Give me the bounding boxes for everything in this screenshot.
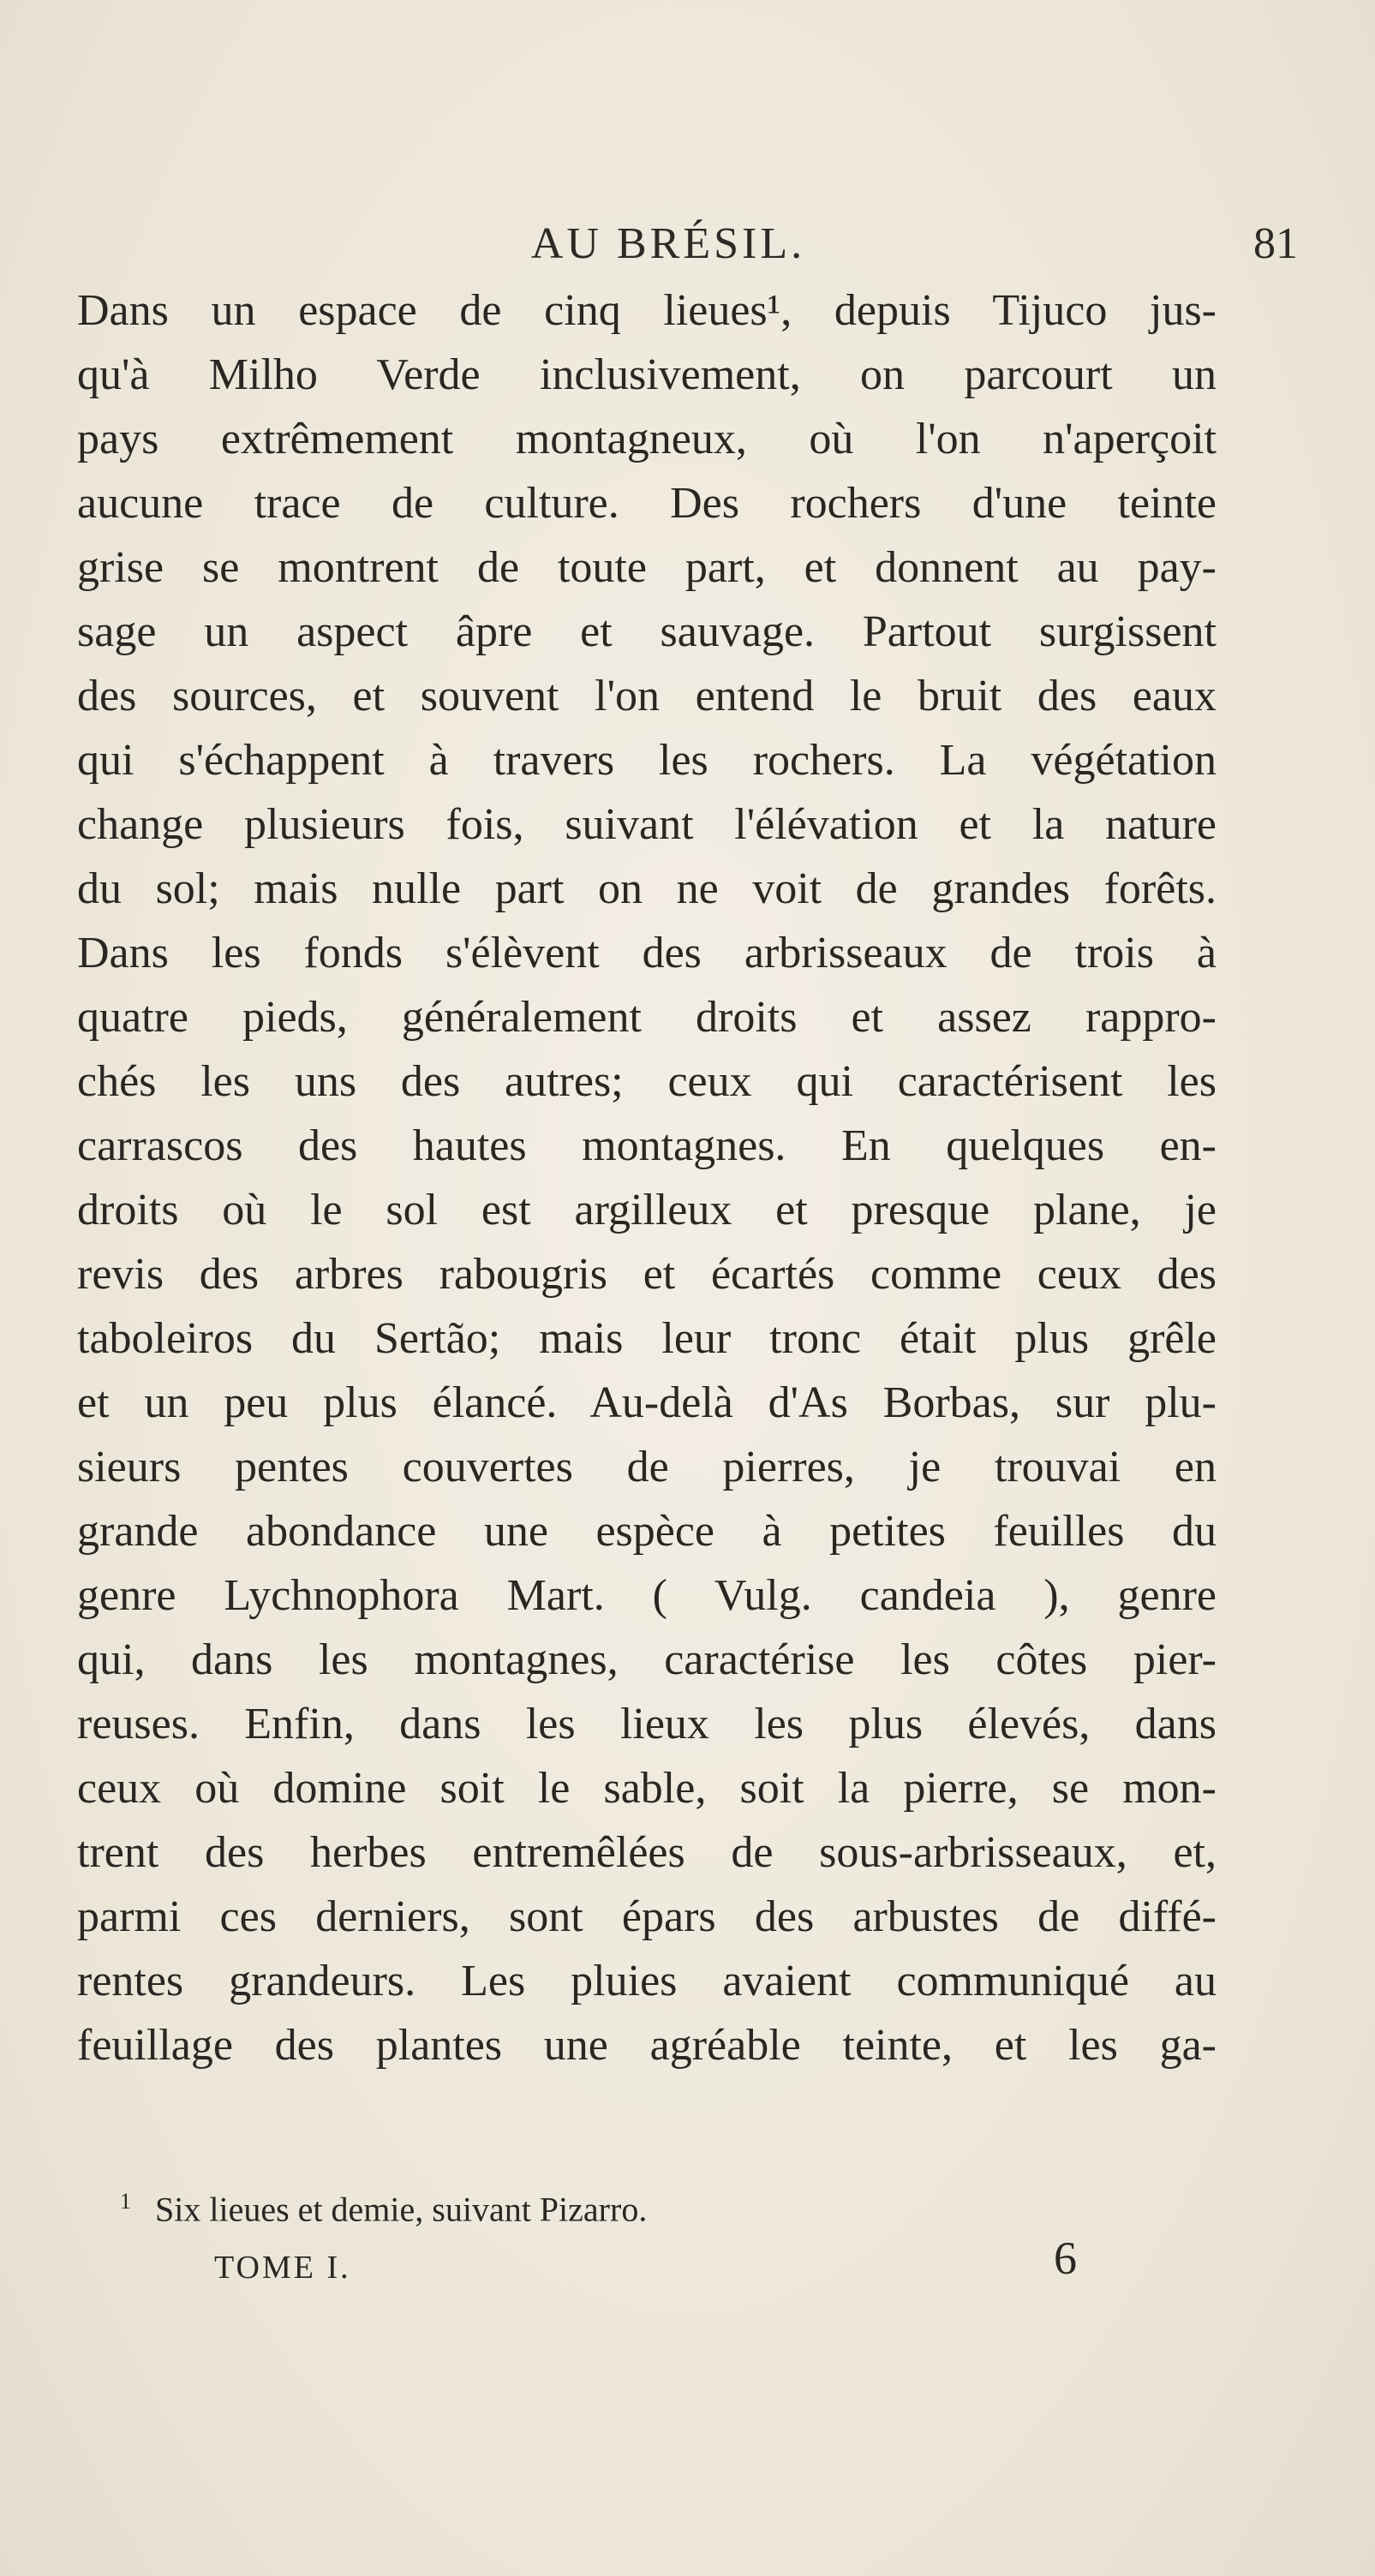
text-line: aucune trace de culture. Des rochers d'une teinte (77, 479, 1217, 528)
text-line: et un peu plus élancé. Au-delà d'As Borbas, sur plu- (77, 1378, 1217, 1427)
signature-mark: TOME I. (214, 2250, 351, 2286)
text-line: qui s'échappent à travers les rochers. La végétation (77, 736, 1217, 785)
page-number: 81 (1253, 219, 1298, 268)
text-line: pays extrêmement montagneux, où l'on n'aperçoit (77, 415, 1217, 463)
text-line: chés les uns des autres; ceux qui caractérisent les (77, 1057, 1217, 1106)
text-line: feuillage des plantes une agréable teinte, et les ga- (77, 2021, 1217, 2070)
text-line: genre Lychnophora Mart. ( Vulg. candeia ), genre (77, 1571, 1217, 1620)
text-line: taboleiros du Sertão; mais leur tronc était plus grêle (77, 1314, 1217, 1363)
text-line: rentes grandeurs. Les pluies avaient communiqué au (77, 1957, 1217, 2005)
text-line: sieurs pentes couvertes de pierres, je trouvai en (77, 1443, 1217, 1491)
text-line: droits où le sol est argilleux et presque plane, je (77, 1186, 1217, 1234)
sheet-number: 6 (1054, 2232, 1077, 2284)
text-line: sage un aspect âpre et sauvage. Partout surgissent (77, 607, 1217, 656)
footnote (120, 2189, 647, 2229)
text-line: Dans les fonds s'élèvent des arbrisseaux de trois à (77, 929, 1217, 977)
body-text (77, 278, 1217, 2077)
text-line: grise se montrent de toute part, et donnent au pay- (77, 543, 1217, 592)
text-line: quatre pieds, généralement droits et assez rappro- (77, 993, 1217, 1042)
text-line: qu'à Milho Verde inclusivement, on parcourt un (77, 350, 1217, 399)
footnote-mark: 1 (120, 2189, 131, 2214)
text-line: grande abondance une espèce à petites feuilles du (77, 1507, 1217, 1556)
text-line: carrascos des hautes montagnes. En quelques en- (77, 1121, 1217, 1170)
running-head: AU BRÉSIL. (530, 219, 806, 268)
text-line: revis des arbres rabougris et écartés comme ceux des (77, 1250, 1217, 1299)
text-line: qui, dans les montagnes, caractérise les côtes pier- (77, 1635, 1217, 1684)
page-header (77, 218, 1298, 278)
text-line: trent des herbes entremêlées de sous-arbrisseaux, et, (77, 1828, 1217, 1877)
text-line: ceux où domine soit le sable, soit la pierre, se mon- (77, 1764, 1217, 1813)
text-line: parmi ces derniers, sont épars des arbustes de diffé- (77, 1892, 1217, 1941)
text-line: du sol; mais nulle part on ne voit de grandes forêts. (77, 864, 1217, 913)
text-line: des sources, et souvent l'on entend le bruit des eaux (77, 672, 1217, 720)
footnote-text: Six lieues et demie, suivant Pizarro. (155, 2190, 648, 2229)
text-line: Dans un espace de cinq lieues¹, depuis Tijuco jus- (77, 286, 1217, 335)
text-line: change plusieurs fois, suivant l'élévation et la nature (77, 800, 1217, 849)
text-line: reuses. Enfin, dans les lieux les plus élevés, dans (77, 1700, 1217, 1748)
